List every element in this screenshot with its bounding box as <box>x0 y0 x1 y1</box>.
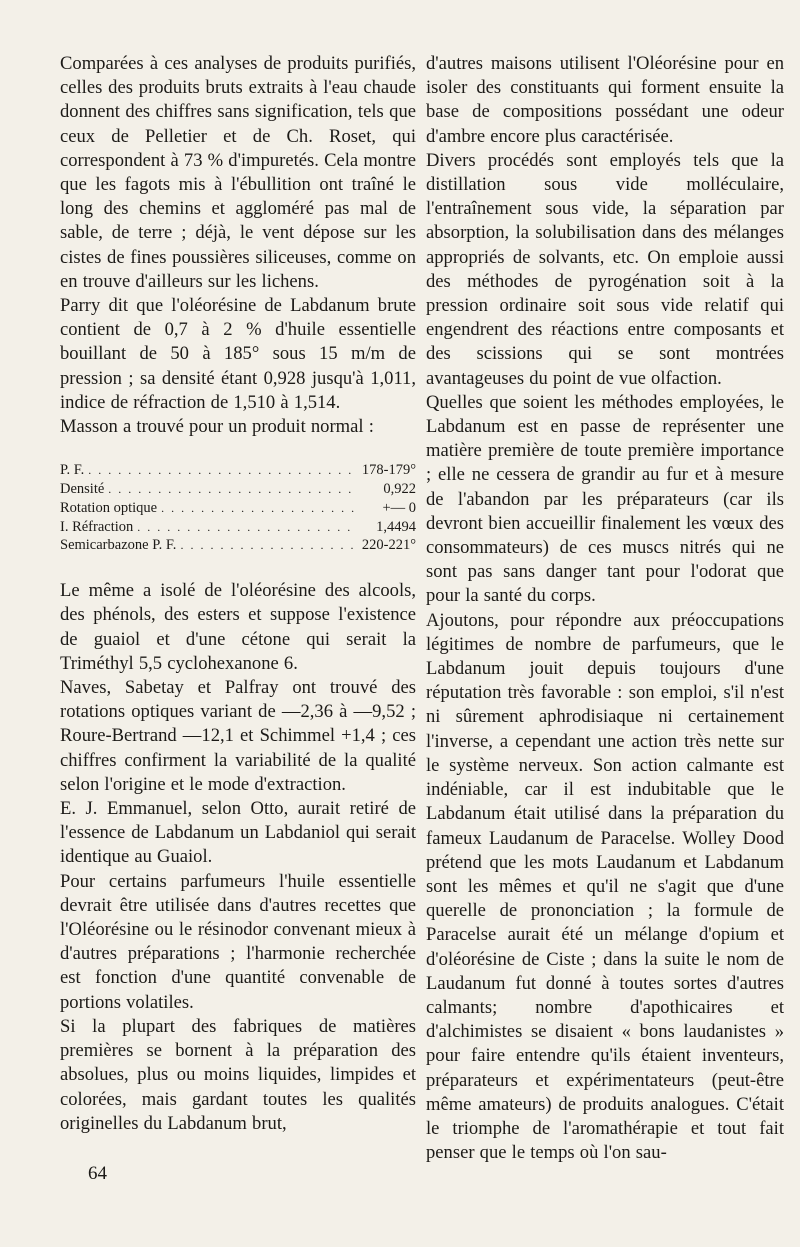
paragraph-laudanum: Ajoutons, pour répondre aux préoccupations légitimes de nombre de parfumeurs, que le Labdanum jouit depuis toujours d'une réputation très favorable : son emploi, s'il n'est ni sûrement aphrodisiaque ni certainement l'inverse, a cependant une action très nette sur le système nerveux. Son action calmante est indéniable, car il est indubitable que le Labdanum était utilisé dans la préparation du fameux Laudanum de Paracelse. Wolley Dood prétend que les mots Laudanum et Labdanum sont les mêmes et qu'il ne s'agit que d'une querelle de prononciation ; la formule de Paracelse aurait été un mélange d'opium et d'oléorésine de Ciste ; dans la suite le nom de Laudanum fut donné à toutes sortes d'autres calmants; nombre d'apothicaires et d'alchimistes se disaient « bons laudanistes » pour faire entendre qu'ils étaient inventeurs, préparateurs et expérimentateurs (peut-être même amateurs) de produits analogues. C'était le triomphe de l'aromathérapie et tout fait penser que le temps où l'on sau- <box>426 609 784 1164</box>
table-row <box>60 518 416 537</box>
dot-leader <box>180 536 354 555</box>
property-value: 220-221° <box>361 537 416 554</box>
properties-table <box>60 461 416 555</box>
property-value: 1,4494 <box>376 518 416 535</box>
paragraph-factories: Si la plupart des fabriques de matières premières se bornent à la préparation des absolues, plus ou moins liquides, limpides et colorées, mais gardant toutes les qualités originelles du Labdanum brut, <box>60 1015 416 1134</box>
property-label: Semicarbazone P. F. <box>60 537 177 554</box>
paragraph-impurities: Comparées à ces analyses de produits purifiés, celles des produits bruts extraits à l'eau chaude donnent des chiffres sans signification, tels que ceux de Pelletier et de Ch. Roset, qui correspondent à 73 % d'impuretés. Cela montre que les fagots mis à l'ébullition ont traîné le long des chemins et aggloméré pas mal de sable, de terre ; déjà, le vent dépose sur les cistes de fines poussières siliceuses, comme on en trouve d'ailleurs sur les lichens. <box>60 53 416 292</box>
table-row <box>60 480 416 499</box>
paragraph-processes: Divers procédés sont employés tels que la distillation sous vide molléculaire, l'entraînement sous vide, la séparation par absorption, la solubilisation dans des mélanges appropriés de solvants, etc. On emploie aussi des méthodes de pyrogénation soit à la pression ordinaire soit sous vide relatif qui engendrent des réactions entre composants et des scissions qui se sont montrées avantageuses du point de vue olfaction. <box>426 149 784 389</box>
paragraph-rotations: Naves, Sabetay et Palfray ont trouvé des rotations optiques variant de —2,36 à —9,52 ; Roure-Bertrand —12,1 et Schimmel +1,4 ; ces chiffres confirment la variabilité de la qualité selon l'origine et le mode d'extraction. <box>60 677 416 795</box>
right-column <box>426 52 784 1165</box>
property-value: 0,922 <box>383 481 416 498</box>
property-label: Densité <box>60 481 105 498</box>
dot-leader <box>161 499 354 518</box>
table-row <box>60 536 416 555</box>
left-column <box>60 52 416 1136</box>
paragraph-emmanuel: E. J. Emmanuel, selon Otto, aurait retiré de l'essence de Labdanum un Labdaniol qui serait identique au Guaiol. <box>60 798 416 868</box>
dot-leader <box>108 480 354 499</box>
dot-leader <box>88 461 354 480</box>
property-label: Rotation optique <box>60 499 158 516</box>
property-label: I. Réfraction <box>60 518 134 535</box>
paragraph-masson: Masson a trouvé pour un produit normal : <box>60 416 374 438</box>
table-row <box>60 499 416 518</box>
property-label: P. F. <box>60 462 85 479</box>
property-value: 178-179° <box>361 462 416 479</box>
paragraph-parry: Parry dit que l'oléorésine de Labdanum brute contient de 0,7 à 2 % d'huile essentielle bouillant de 50 à 185° sous 15 m/m de pression ; sa densité étant 0,928 jusqu'à 1,011, indice de réfraction de 1,510 à 1,514. <box>60 295 416 413</box>
dot-leader <box>137 518 354 537</box>
page-number: 64 <box>88 1163 107 1184</box>
paragraph-perfumers: Pour certains parfumeurs l'huile essentielle devrait être utilisée dans d'autres recettes que l'Oléorésine ou le résinodor convenant mieux à d'autres préparations ; l'harmonie recherchée est fonction d'une quantité convenable de portions volatiles. <box>60 870 416 1013</box>
paragraph-importance: Quelles que soient les méthodes employées, le Labdanum est en passe de représenter une matière première de toute première importance ; elle ne cessera de grandir au fur et à mesure de l'abandon par les préparateurs (car ils devront bien accueillir finalement les vœux des consommateurs) de ces muscs nitrés qui ne sont pas sans danger tant pour l'odorat que pour la santé du corps. <box>426 391 784 607</box>
table-row <box>60 461 416 480</box>
paragraph-other-houses: d'autres maisons utilisent l'Oléorésine pour en isoler des constituants qui forment ensuite la base de compositions possédant une odeur d'ambre encore plus caractérisée. <box>426 53 784 147</box>
paragraph-isolation: Le même a isolé de l'oléorésine des alcools, des phénols, des esters et suppose l'existence de guaiol et d'une cétone qui serait la Triméthyl 5,5 cyclohexanone 6. <box>60 580 416 674</box>
property-value: +— 0 <box>382 499 416 516</box>
